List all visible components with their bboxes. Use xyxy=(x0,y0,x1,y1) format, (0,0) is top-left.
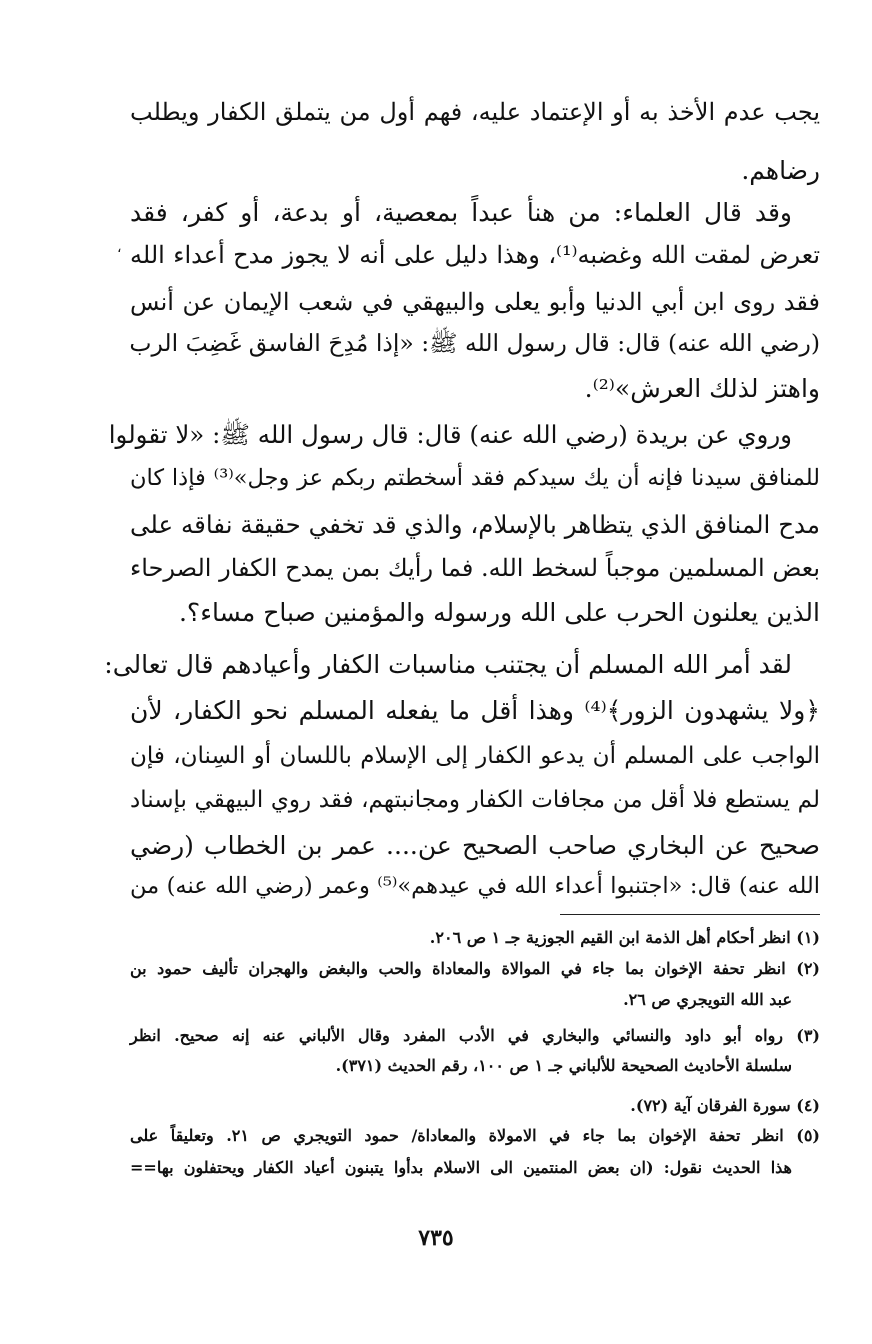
footnote-line: هذا الحديث نقول: (ان بعض المنتمين الى الاسلام بدأوا يتبنون أعياد الكفار ويحتفلون بها== xyxy=(130,1158,792,1177)
body-line: ﴿ولا يشهدون الزور﴾⁽⁴⁾ وهذا أقل ما يفعله المسلم نحو الكفار، لأن xyxy=(130,696,820,725)
body-line: واهتز لذلك العرش»⁽²⁾. xyxy=(584,374,820,403)
body-line: الله عنه) قال: «اجتنبوا أعداء الله في عيدهم»⁽⁵⁾ وعمر (رضي الله عنه) من xyxy=(130,873,820,899)
body-line: رضاهم. xyxy=(741,156,820,185)
footnote-line: (٣) رواه أبو داود والنسائي والبخاري في الأدب المفرد وقال الألباني عنه إنه صحيح. انظر xyxy=(130,1026,820,1045)
body-line: للمنافق سيدنا فإنه أن يك سيدكم فقد أسخطتم ربكم عز وجل»⁽³⁾ فإذا كان xyxy=(130,465,820,491)
footnote-line: سلسلة الأحاديث الصحيحة للألباني جـ ١ ص ١٠٠، رقم الحديث (٣٧١). xyxy=(335,1056,792,1075)
body-line: صحيح عن البخاري صاحب الصحيح عن.... عمر بن الخطاب (رضي xyxy=(130,831,820,860)
footnote-line: (٥) انظر تحفة الإخوان بما جاء في الامولاة والمعاداة/ حمود التويجري ص ٢١. وتعليقاً على xyxy=(130,1126,820,1145)
footnote-line: عبد الله التويجري ص ٢٦. xyxy=(623,990,792,1009)
body-line: وروي عن بريدة (رضي الله عنه) قال: قال رسول الله ﷺ: «لا تقولوا xyxy=(108,420,792,449)
margin-mark: ، xyxy=(117,240,122,256)
body-line: تعرض لمقت الله وغضبه⁽¹⁾، وهذا دليل على أنه لا يجوز مدح أعداء الله xyxy=(130,241,820,269)
footnote-divider xyxy=(560,914,820,915)
body-line: وقد قال العلماء: من هنأ عبداً بمعصية، أو بدعة، أو كفر، فقد xyxy=(130,198,792,227)
body-line: الذين يعلنون الحرب على الله ورسوله والمؤمنين صباح مساء؟. xyxy=(178,598,820,627)
body-line: لقد أمر الله المسلم أن يجتنب مناسبات الكفار وأعيادهم قال تعالى: xyxy=(104,650,792,679)
body-line: فقد روى ابن أبي الدنيا وأبو يعلى والبيهقي في شعب الإيمان عن أنس xyxy=(130,288,820,316)
page-number: ٧٣٥ xyxy=(418,1225,454,1251)
body-line: (رضي الله عنه) قال: قال رسول الله ﷺ: «إذا مُدِحَ الفاسق غَضِبَ الرب xyxy=(129,329,820,357)
footnote-line: (٢) انظر تحفة الإخوان بما جاء في الموالاة والمعاداة والحب والبغض والهجران تأليف حمود بن xyxy=(130,959,820,978)
body-line: لم يستطع فلا أقل من مجافات الكفار ومجانبتهم، فقد روي البيهقي بإسناد xyxy=(130,787,820,813)
footnote-line: (١) انظر أحكام أهل الذمة ابن القيم الجوزية جـ ١ ص ٢٠٦. xyxy=(429,928,820,947)
body-line: بعض المسلمين موجباً لسخط الله. فما رأيك بمن يمدح الكفار الصرحاء xyxy=(130,554,820,582)
body-line: مدح المنافق الذي يتظاهر بالإسلام، والذي قد تخفي حقيقة نفاقه على xyxy=(130,510,820,539)
body-line: يجب عدم الأخذ به أو الإعتماد عليه، فهم أول من يتملق الكفار ويطلب xyxy=(130,98,820,126)
body-line: الواجب على المسلم أن يدعو الكفار إلى الإسلام باللسان أو السِنان، فإن xyxy=(130,743,820,769)
footnote-line: (٤) سورة الفرقان آية (٧٢). xyxy=(630,1096,820,1115)
